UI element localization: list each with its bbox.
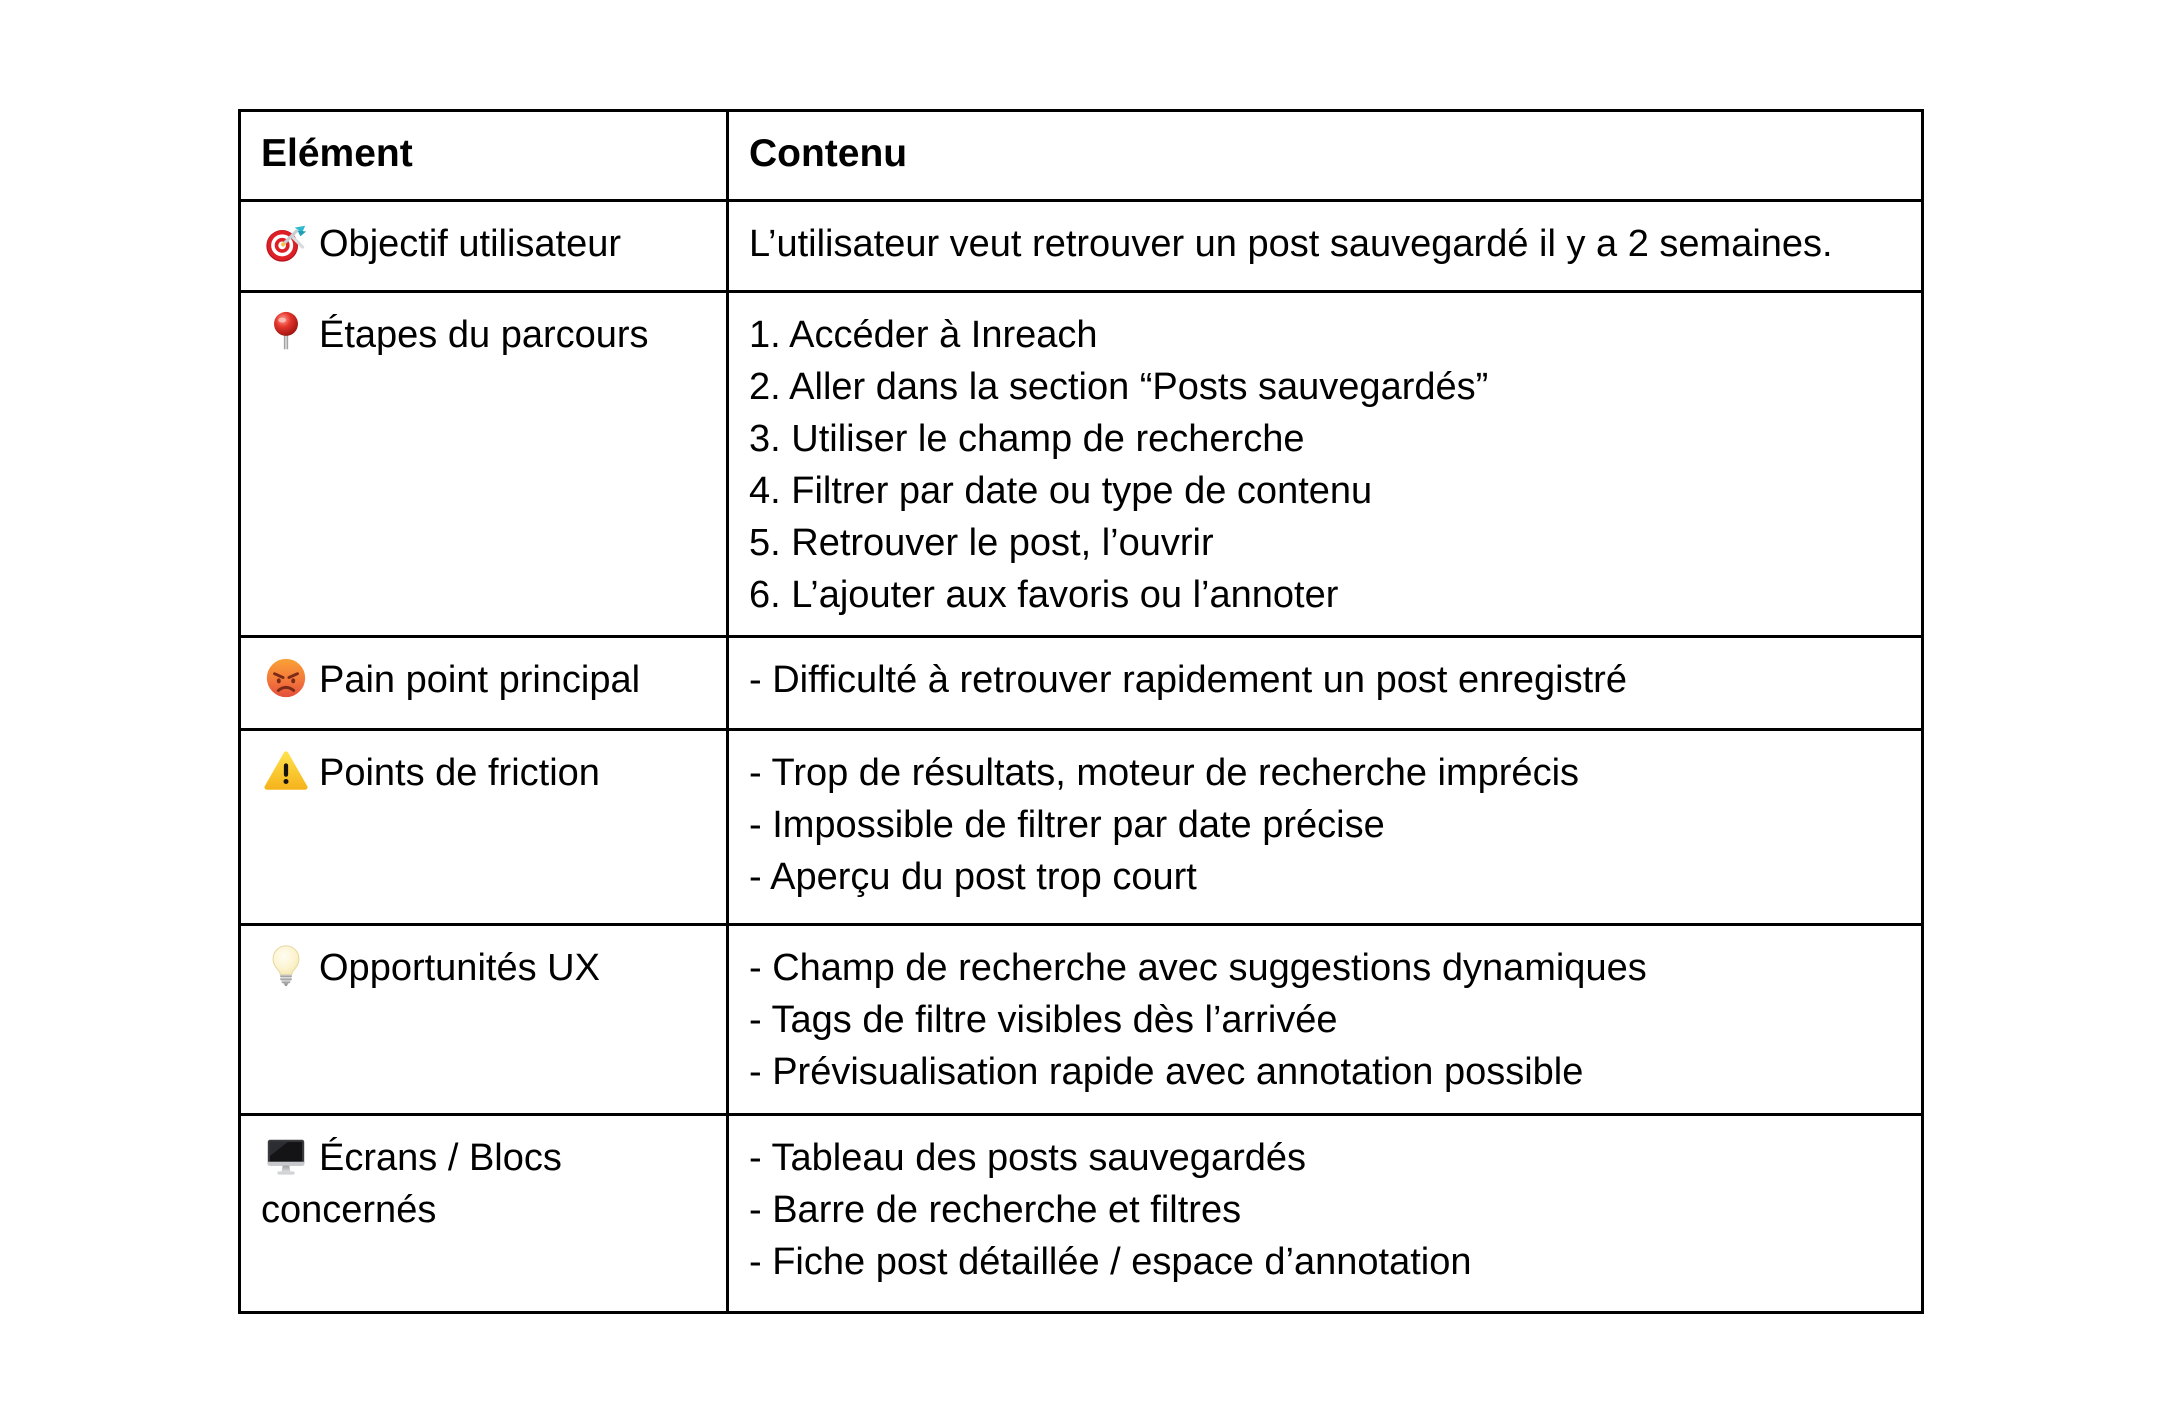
pushpin-icon	[261, 310, 311, 356]
element-cell	[240, 730, 728, 925]
element-label: Pain point principal	[319, 659, 641, 701]
content-line: - Impossible de filtrer par date précise	[749, 804, 1385, 846]
content-cell	[728, 292, 1923, 637]
element-label: Objectif utilisateur	[319, 223, 622, 265]
content-line: - Barre de recherche et filtres	[749, 1189, 1242, 1231]
element-cell	[240, 925, 728, 1115]
table-row	[240, 730, 1923, 925]
desktop-computer-icon	[261, 1133, 311, 1179]
column-header-element: Elément	[240, 111, 728, 201]
content-line: 6. L’ajouter aux favoris ou l’annoter	[749, 574, 1339, 616]
content-line: 3. Utiliser le champ de recherche	[749, 418, 1305, 460]
content-line: - Tableau des posts sauvegardés	[749, 1137, 1306, 1179]
table-row	[240, 201, 1923, 292]
content-line: - Tags de filtre visibles dès l’arrivée	[749, 999, 1338, 1041]
warning-icon	[261, 748, 311, 794]
element-label: Opportunités UX	[319, 947, 600, 989]
content-line: - Prévisualisation rapide avec annotation possible	[749, 1051, 1584, 1093]
content-cell	[728, 925, 1923, 1115]
table-row	[240, 637, 1923, 730]
content-line: 4. Filtrer par date ou type de contenu	[749, 470, 1373, 512]
element-cell	[240, 201, 728, 292]
light-bulb-icon	[261, 943, 311, 989]
element-label: Écrans / Blocs concernés	[261, 1137, 562, 1231]
element-label: Étapes du parcours	[319, 314, 649, 356]
angry-face-icon	[261, 655, 311, 701]
content-cell	[728, 201, 1923, 292]
content-line: 1. Accéder à Inreach	[749, 314, 1098, 356]
content-line: - Fiche post détaillée / espace d’annotation	[749, 1241, 1472, 1283]
target-icon	[261, 219, 311, 265]
column-header-content: Contenu	[728, 111, 1923, 201]
content-cell	[728, 637, 1923, 730]
element-cell	[240, 1115, 728, 1313]
table-row	[240, 1115, 1923, 1313]
element-cell	[240, 292, 728, 637]
content-line: - Difficulté à retrouver rapidement un post enregistré	[749, 659, 1627, 701]
content-line: 2. Aller dans la section “Posts sauvegardés”	[749, 366, 1489, 408]
ux-journey-table	[238, 109, 1924, 1314]
element-label: Points de friction	[319, 752, 600, 794]
element-cell	[240, 637, 728, 730]
content-line: L’utilisateur veut retrouver un post sauvegardé il y a 2 semaines.	[749, 223, 1833, 265]
content-line: - Aperçu du post trop court	[749, 856, 1197, 898]
table-row	[240, 925, 1923, 1115]
content-line: - Trop de résultats, moteur de recherche imprécis	[749, 752, 1580, 794]
content-line: - Champ de recherche avec suggestions dynamiques	[749, 947, 1647, 989]
table-row	[240, 292, 1923, 637]
content-line: 5. Retrouver le post, l’ouvrir	[749, 522, 1214, 564]
content-cell	[728, 1115, 1923, 1313]
content-cell	[728, 730, 1923, 925]
header-row	[240, 111, 1923, 201]
